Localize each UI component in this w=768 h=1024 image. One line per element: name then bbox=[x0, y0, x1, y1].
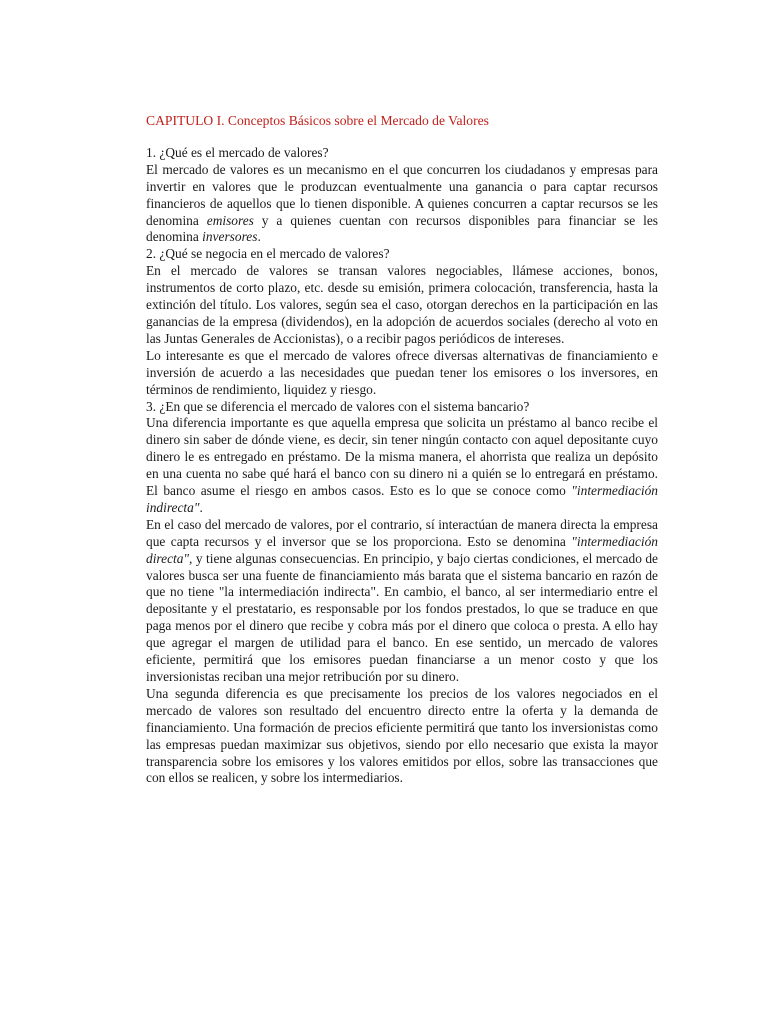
question-3-answer-1 bbox=[146, 415, 658, 516]
text-run: . bbox=[199, 499, 203, 515]
emphasis-intermediacion-directa: "intermediación directa", bbox=[146, 533, 658, 566]
question-3-answer-2 bbox=[146, 517, 658, 686]
question-3-heading: 3. ¿En que se diferencia el mercado de valores con el sistema bancario? bbox=[146, 398, 530, 414]
question-3-answer-3: Una segunda diferencia es que precisamente los precios de los valores negociados en el mercado de valores son resultado del encuentro directo entre la oferta y la demanda de financiamiento. Una formación de precios eficiente permitirá que tanto los inversionistas como las empresas puedan maximizar sus objetivos, siendo por ello necesario que exista la mayor transparencia sobre los emisores y los valores emitidos por ellos, sobre las transacciones que con ellos se realicen, y sobre los intermediarios. bbox=[146, 685, 658, 786]
text-run: Una diferencia importante es que aquella empresa que solicita un préstamo al banco recibe el dinero sin saber de dónde viene, es decir, sin tener ningún contacto con aquel depositante cuyo dinero le es entregado en préstamo. De la misma manera, el ahorrista que realiza un depósito en una cuenta no sabe qué hará el banco con su dinero ni a quién se lo entregará en préstamo. El banco asume el riesgo en ambos casos. Esto es lo que se conoce como bbox=[146, 415, 658, 499]
text-run: En el caso del mercado de valores, por el contrario, sí interactúan de manera directa la empresa que capta recursos y el inversor que se los proporciona. Esto se denomina bbox=[146, 516, 658, 549]
question-1-heading: 1. ¿Qué es el mercado de valores? bbox=[146, 144, 329, 160]
question-2-answer-1: En el mercado de valores se transan valores negociables, llámese acciones, bonos, instrumentos de corto plazo, etc. desde su emisión, primera colocación, transferencia, hasta la extinción del título. Los valores, según sea el caso, otorgan derechos en la participación en las ganancias de la empresa (dividendos), en la adopción de acuerdos sociales (derecho al voto en las Juntas Generales de Accionistas), o a recibir pagos periódicos de intereses. bbox=[146, 263, 658, 346]
emphasis-intermediacion-indirecta: "intermediación indirecta" bbox=[146, 483, 658, 515]
text-run: . bbox=[257, 229, 261, 245]
text-run: y tiene algunas consecuencias. En principio, y bajo ciertas condiciones, el mercado de valores busca ser una fuente de financiamiento más barata que el sistema bancario en razón de que no tiene "la intermediación indirecta". En cambio, el banco, al ser intermediario entre el depositante y el prestatario, es responsable por los fondos prestados, lo que se traduce en que paga menos por el dinero que recibe y cobra más por el dinero que coloca o presta. A ello hay que agregar el margen de utilidad para el banco. En ese sentido, un mercado de valores eficiente, permitirá que los emisores puedan financiarse a un menor costo y que los inversionistas reciban una mejor retribución por su dinero. bbox=[146, 550, 658, 684]
chapter-title: CAPITULO I. Conceptos Básicos sobre el Mercado de Valores bbox=[146, 113, 489, 128]
emphasis-inversores: inversores bbox=[202, 229, 258, 245]
emphasis-emisores: emisores bbox=[206, 212, 254, 228]
document-page bbox=[146, 113, 658, 787]
question-2-heading: 2. ¿Qué se negocia en el mercado de valores? bbox=[146, 246, 390, 262]
text-run: El mercado de valores es un mecanismo en el que concurren los ciudadanos y empresas para invertir en valores que le produzcan eventualmente una ganancia o para captar recursos financieros de aquellos que lo tienen disponible. A quienes concurren a captar recursos se les denomina bbox=[146, 161, 658, 228]
text-run: y a quienes cuentan con recursos disponibles para financiar se les denomina bbox=[146, 212, 658, 245]
question-1-answer bbox=[146, 162, 658, 247]
question-2-answer-2: Lo interesante es que el mercado de valores ofrece diversas alternativas de financiamiento e inversión de acuerdo a las necesidades que puedan tener los emisores o los inversores, en términos de rendimiento, liquidez y riesgo. bbox=[146, 347, 658, 397]
